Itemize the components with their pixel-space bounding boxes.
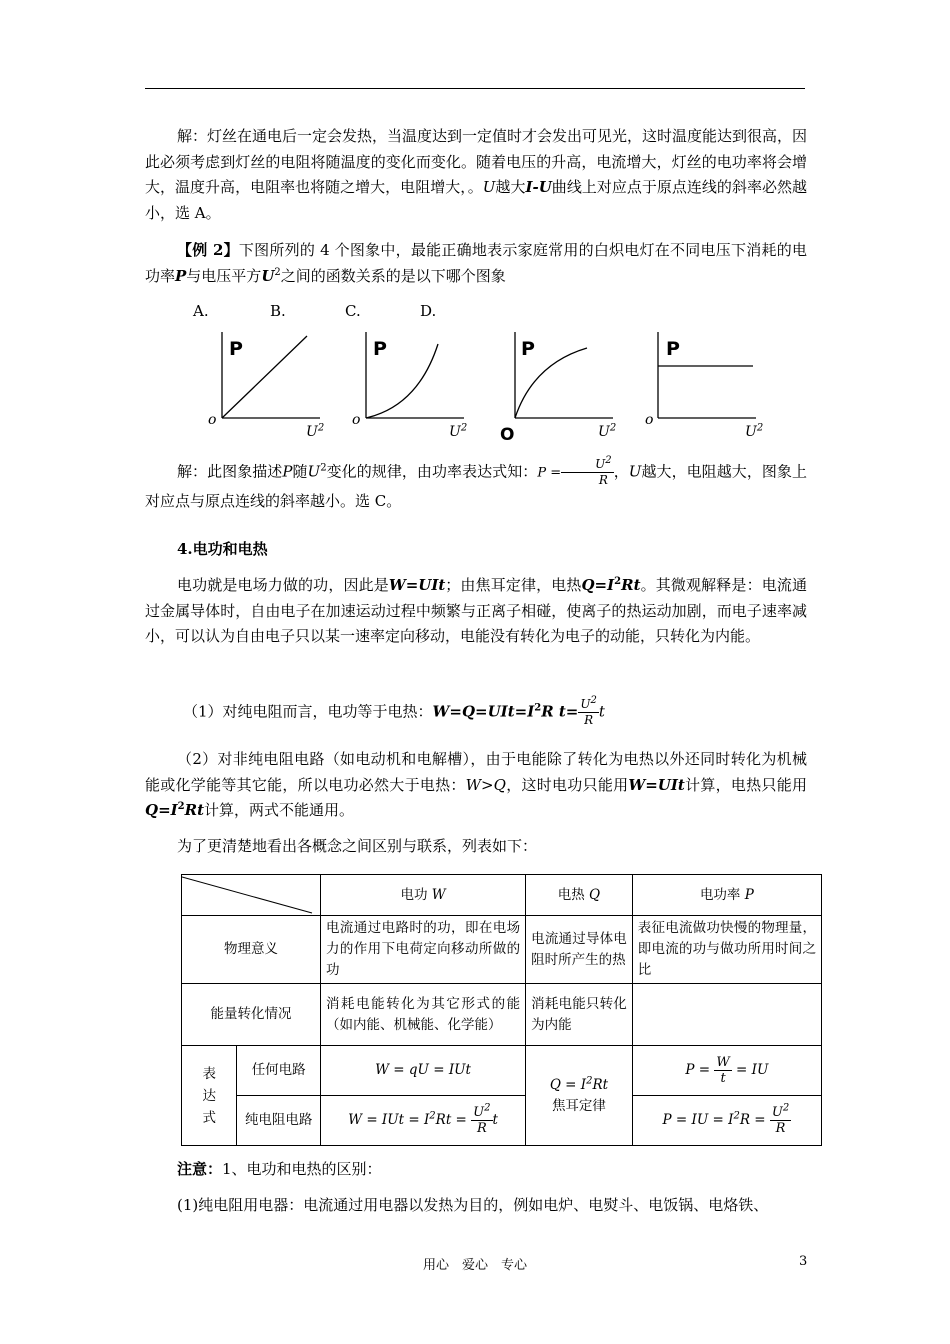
option-d-label: D.	[420, 302, 437, 320]
example-2: 【例 2】下图所列的 4 个图象中，最能正确地表示家庭常用的白炽电灯在不同电压下消耗的电功率P与电压平方$U^2$之间的函数关系的是以下哪个图象	[145, 241, 807, 285]
item-1: （1）对纯电阻而言，电功等于电热：$W=Q=UIt=I^2R$ t= $\frac{U^2}{R}$ t	[183, 695, 605, 727]
expr-work-pure: W = IUt = $I^2Rt$ = $\frac{U^2}{R}$ t	[321, 1096, 526, 1146]
graph-c-p-label: P	[521, 338, 535, 360]
energy-heat: 消耗电能只转化为内能	[526, 984, 633, 1046]
work-paragraph: 电功就是电场力做的功，因此是W=UIt；由焦耳定律，电热$Q=I^2Rt$。其微观解释是：电流通过金属导体时，自由电子在加速运动过程中频繁与正离子相碰，使离子的热运动加剧，而电子速率减小，可以认为自由电子只以某一速率定向移动，电能没有转化为电子的动能，只转化为内能。	[145, 576, 807, 645]
section-4-heading: 4.电功和电热	[177, 540, 268, 558]
row-energy-label: 能量转化情况	[182, 984, 321, 1046]
row-expression-label: 表达式	[182, 1046, 237, 1146]
graph-a-origin: o	[208, 412, 217, 428]
table-intro: 为了更清楚地看出各概念之间区别与联系，列表如下：	[177, 837, 538, 855]
graph-d-p-label: P	[666, 338, 680, 360]
note-line-1: 注意：1、电功和电热的区别：	[177, 1160, 382, 1178]
energy-power	[632, 984, 821, 1046]
footer-motto: 用心 爱心 专心	[422, 1258, 527, 1273]
power-fraction: $\frac{U^2}{R}$	[561, 457, 614, 488]
option-c-label: C.	[345, 302, 361, 320]
meaning-heat: 电流通过导体电阻时所产生的热	[526, 916, 633, 984]
header-work: 电功 W	[321, 875, 526, 916]
comparison-table	[181, 874, 822, 1146]
expr-power-pure: P = IU = $I^2R$ = $\frac{U^2}{R}$	[632, 1096, 821, 1146]
note-line-2: (1)纯电阻用电器：电流通过用电器以发热为目的，例如电炉、电熨斗、电饭锅、电烙铁、	[177, 1196, 769, 1214]
energy-work: 消耗电能转化为其它形式的能（如内能、机械能、化学能）	[321, 984, 526, 1046]
graph-b-origin: o	[352, 412, 361, 428]
option-b-label: B.	[270, 302, 286, 320]
header-power: 电功率 P	[632, 875, 821, 916]
expr-heat: $Q = I^2Rt$ 焦耳定律	[526, 1046, 633, 1146]
expr-any-circuit-label: 任何电路	[237, 1046, 321, 1096]
solution-1: 解：灯丝在通电后一定会发热，当温度达到一定值时才会发出可见光，这时温度能达到很高，因此必须考虑到灯丝的电阻将随温度的变化而变化。随着电压的升高，电流增大，灯丝的电功率将会增大，温度升高，电阻率也将随之增大，电阻增大，。U越大I-U曲线上对应点于原点连线的斜率必然越小，选 A。	[145, 127, 808, 222]
header-heat: 电热 Q	[526, 875, 633, 916]
graph-c-x-label: $U^2$	[598, 422, 617, 440]
row-meaning-label: 物理意义	[182, 916, 321, 984]
table-corner	[182, 875, 321, 916]
graph-c-origin: O	[500, 425, 515, 445]
header-rule	[145, 88, 805, 89]
meaning-work: 电流通过电路时的功，即在电场力的作用下电荷定向移动所做的功	[321, 916, 526, 984]
page-number: 3	[799, 1254, 808, 1269]
solution-2: 解：此图象描述P随$U^2$变化的规律，由功率表达式知：P = $\frac{U^2}{R}$ ，U越大，电阻越大，图象上对应点与原点连线的斜率越小。选 C。	[145, 455, 807, 510]
graph-b-p-label: P	[373, 338, 387, 360]
graph-d	[648, 326, 760, 426]
graph-d-x-label: $U^2$	[745, 422, 764, 440]
item-2: （2）对非纯电阻电路（如电动机和电解槽），由于电能除了转化为电热以外还同时转化为机械能或化学能等其它能，所以电功必然大于电热：W>Q，这时电功只能用W=UIt计算，电热只能用$Q=I^2Rt$计算，两式不能通用。	[145, 750, 807, 819]
graph-b-x-label: $U^2$	[449, 422, 468, 440]
expr-power-any: P = $\frac{W}{t}$ = IU	[632, 1046, 821, 1096]
graph-a-p-label: P	[229, 338, 243, 360]
meaning-power: 表征电流做功快慢的物理量，即电流的功与做功所用时间之比	[632, 916, 821, 984]
expr-pure-circuit-label: 纯电阻电路	[237, 1096, 321, 1146]
option-a-label: A.	[193, 302, 209, 320]
expr-work-any: W = qU = IUt	[321, 1046, 526, 1096]
graph-d-origin: o	[645, 412, 654, 428]
graph-a-x-label: $U^2$	[306, 422, 325, 440]
